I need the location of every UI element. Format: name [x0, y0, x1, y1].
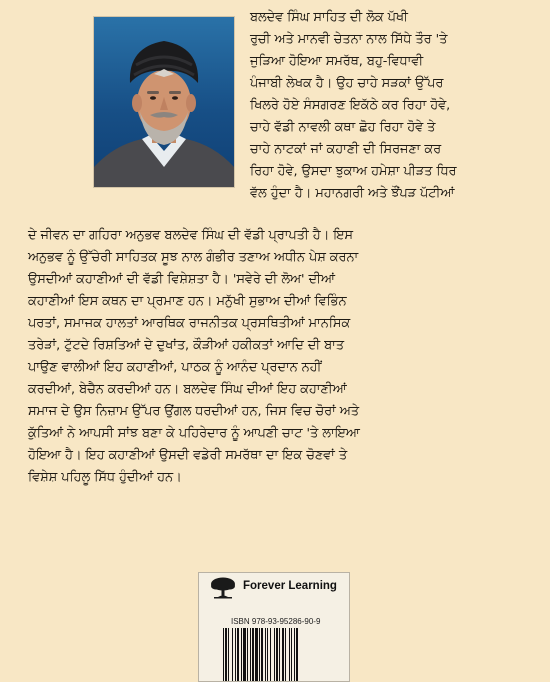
blurb-line: ਹੋਇਆ ਹੈ। ਇਹ ਕਹਾਣੀਆਂ ਉਸਦੀ ਵਡੇਰੀ ਸਮਰੱਥਾ ਦਾ ਇਕ ਚੋਣਵਾਂ ਤੇ — [28, 448, 348, 463]
barcode-bar — [276, 628, 278, 681]
barcode-bar — [282, 628, 284, 681]
barcode-bar — [294, 628, 295, 681]
blurb-line: ਤਰੇੜਾਂ, ਟੁੱਟਦੇ ਰਿਸ਼ਤਿਆਂ ਦੇ ਦੁਖਾਂਤ, ਕੌੜੀਆਂ ਹਕੀਕਤਾਂ ਆਦਿ ਦੀ ਬਾਤ — [28, 338, 344, 353]
barcode-bar — [223, 628, 224, 681]
author-photo — [94, 17, 234, 187]
publisher-header — [199, 573, 349, 603]
barcode-bar — [267, 628, 268, 681]
blurb-line: ਜੁੜਿਆ ਹੋਇਆ ਸਮਰੱਥ, ਬਹੁ-ਵਿਧਾਵੀ — [250, 54, 424, 69]
barcode-bar — [252, 628, 254, 681]
blurb-line: ਪਾਉਣ ਵਾਲੀਆਂ ਇਹ ਕਹਾਣੀਆਂ, ਪਾਠਕ ਨੂੰ ਆਨੰਦ ਪ੍ਰਦਾਨ ਨਹੀਂ — [28, 360, 322, 375]
barcode-bar — [228, 628, 229, 681]
blurb-line: ਉਸਦੀਆਂ ਕਹਾਣੀਆਂ ਦੀ ਵੱਡੀ ਵਿਸ਼ੇਸ਼ਤਾ ਹੈ। 'ਸਵੇਰੇ ਦੀ ਲੋਅ' ਦੀਆਂ — [28, 272, 335, 287]
isbn-barcode-panel — [198, 572, 350, 682]
barcode-bar — [232, 628, 233, 681]
barcode-bar — [243, 628, 246, 681]
blurb-line: ਅਨੁਭਵ ਨੂੰ ਉੱਚੇਰੀ ਸਾਹਿਤਕ ਸੂਝ ਨਾਲ ਗੰਭੀਰ ਤਣਾਅ ਅਧੀਨ ਪੇਸ਼ ਕਰਨਾ — [28, 250, 359, 265]
blurb-line: ਪੰਜਾਬੀ ਲੇਖਕ ਹੈ। ਉਹ ਚਾਹੇ ਸੜਕਾਂ ਉੱਪਰ — [250, 76, 444, 91]
blurb-full-column — [28, 225, 360, 489]
barcode-bar — [241, 628, 242, 681]
barcode-bar — [265, 628, 266, 681]
publisher-name: Forever Learning — [243, 580, 337, 592]
blurb-line: ਦੇ ਜੀਵਨ ਦਾ ਗਹਿਰਾ ਅਨੁਭਵ ਬਲਦੇਵ ਸਿੰਘ ਦੀ ਵੱਡੀ ਪ੍ਰਾਪਤੀ ਹੈ। ਇਸ — [28, 228, 353, 243]
blurb-line: ਵਿਸ਼ੇਸ਼ ਪਹਿਲੂ ਸਿੱਧ ਹੁੰਦੀਆਂ ਹਨ। — [28, 470, 182, 485]
blurb-line: ਕਹਾਣੀਆਂ ਇਸ ਕਥਨ ਦਾ ਪ੍ਰਮਾਣ ਹਨ। ਮਨੁੱਖੀ ਸੁਭਾਅ ਦੀਆਂ ਵਿਭਿੰਨ — [28, 294, 347, 309]
barcode-bar — [255, 628, 258, 681]
barcode-bar — [274, 628, 275, 681]
barcode-bar — [289, 628, 290, 681]
blurb-line: ਰੁਚੀ ਅਤੇ ਮਾਨਵੀ ਚੇਤਨਾ ਨਾਲ ਸਿੱਧੇ ਤੌਰ 'ਤੇ — [250, 32, 448, 47]
barcode-bar — [235, 628, 236, 681]
blurb-line: ਪਰਤਾਂ, ਸਮਾਜਕ ਹਾਲਤਾਂ ਆਰਥਿਕ ਰਾਜਨੀਤਕ ਪ੍ਰਸਥਿਤੀਆਂ ਮਾਨਸਿਕ — [28, 316, 351, 331]
blurb-line: ਕਰਦੀਆਂ, ਬੇਚੈਨ ਕਰਦੀਆਂ ਹਨ। ਬਲਦੇਵ ਸਿੰਘ ਦੀਆਂ ਇਹ ਕਹਾਣੀਆਂ — [28, 382, 347, 397]
barcode-bar — [237, 628, 239, 681]
barcode-bar — [291, 628, 292, 681]
barcode-bar — [296, 628, 298, 681]
blurb-line: ਵੱਲ ਹੁੰਦਾ ਹੈ। ਮਹਾਨਗਰੀ ਅਤੇ ਝੌਂਪੜ ਪੱਟੀਆਂ — [250, 186, 455, 201]
barcode-bar — [270, 628, 271, 681]
barcode-bar — [279, 628, 280, 681]
barcode-bar — [261, 628, 263, 681]
barcode-bar — [247, 628, 248, 681]
blurb-line: ਖਿਲਰੇ ਹੋਏ ਸੰਸਗਰਣ ਇਕੱਠੇ ਕਰ ਰਿਹਾ ਹੋਵੇ, — [250, 98, 451, 113]
barcode-bar — [250, 628, 251, 681]
barcode-bar — [225, 628, 227, 681]
blurb-line: ਰਿਹਾ ਹੋਵੇ, ਉਸਦਾ ਝੁਕਾਅ ਹਮੇਸ਼ਾ ਪੀੜਤ ਧਿਰ — [250, 164, 457, 179]
blurb-line: ਚਾਹੇ ਵੱਡੀ ਨਾਵਲੀ ਕਥਾ ਛੋਹ ਰਿਹਾ ਹੋਵੇ ਤੇ — [250, 120, 436, 135]
barcode-bar — [259, 628, 260, 681]
blurb-line: ਸਮਾਜ ਦੇ ਉਸ ਨਿਜ਼ਾਮ ਉੱਪਰ ਉਂਗਲ ਧਰਦੀਆਂ ਹਨ, ਜਿਸ ਵਿਚ ਚੋਰਾਂ ਅਤੇ — [28, 404, 359, 419]
isbn-number: ISBN 978-93-95286-90-9 — [231, 617, 321, 626]
blurb-line: ਚਾਹੇ ਨਾਟਕਾਂ ਜਾਂ ਕਹਾਣੀ ਦੀ ਸਿਰਜਣਾ ਕਰ — [250, 142, 442, 157]
tree-icon — [209, 576, 237, 604]
blurb-line: ਕੁੱਤਿਆਂ ਨੇ ਆਪਸੀ ਸਾਂਝ ਬਣਾ ਕੇ ਪਹਿਰੇਦਾਰ ਨੂੰ ਆਪਣੀ ਚਾਟ 'ਤੇ ਲਾਇਆ — [28, 426, 360, 441]
blurb-line: ਬਲਦੇਵ ਸਿੰਘ ਸਾਹਿਤ ਦੀ ਲੋਕ ਪੱਖੀ — [250, 10, 408, 25]
barcode-bar — [285, 628, 286, 681]
barcode — [223, 628, 327, 681]
blurb-side-column — [250, 7, 457, 205]
